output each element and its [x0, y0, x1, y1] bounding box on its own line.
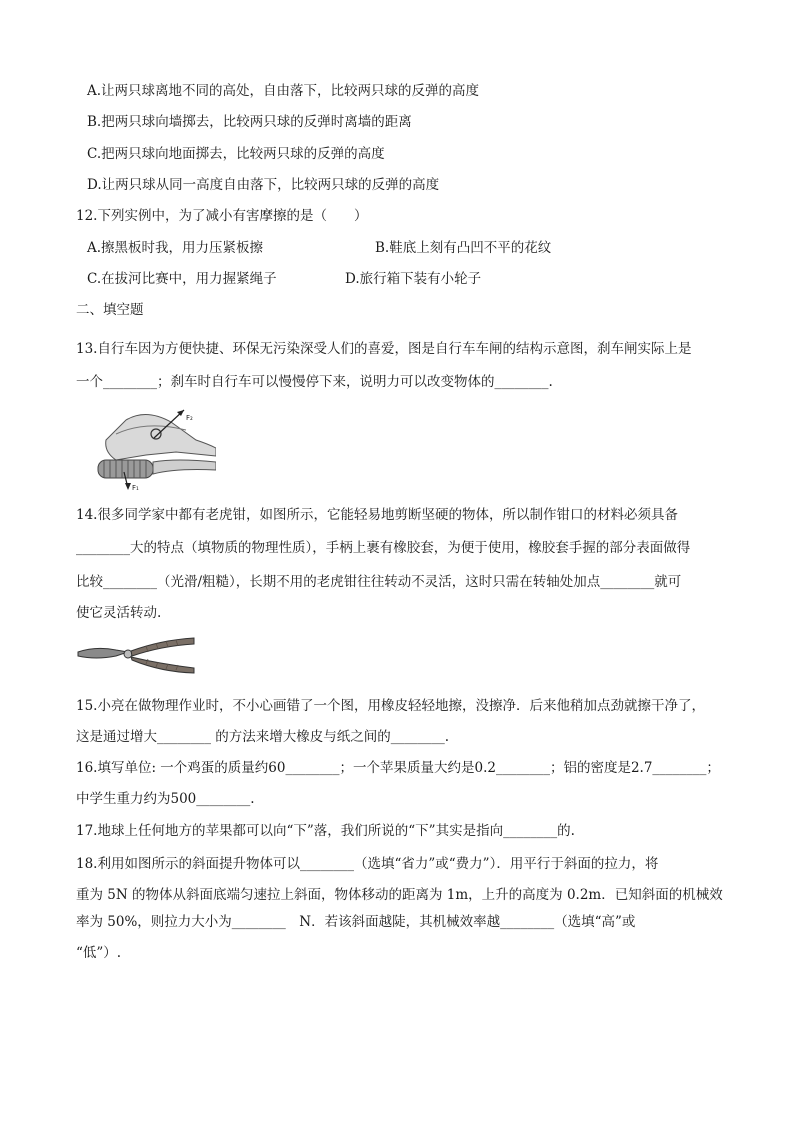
q18-line-2: 重为 5N 的物体从斜面底端匀速拉上斜面，物体移动的距离为 1m，上升的高度为 0.2m．已知斜面的机械效 [76, 887, 723, 903]
q18-line-3: 率为 50%，则拉力大小为________ N．若该斜面越陡，其机械效率越________（选填“高”或 [76, 914, 636, 930]
q17: 17.地球上任何地方的苹果都可以向“下”落，我们所说的“下”其实是指向________的. [76, 823, 575, 839]
q14-line-3: 比较________（光滑/粗糙），长期不用的老虎钳往往转动不灵活，这时只需在转轴处加点________就可 [76, 574, 682, 590]
q16-line-1: 16.填写单位: 一个鸡蛋的质量约60________；一个苹果质量大约是0.2________；铝的密度是2.7________； [76, 760, 720, 776]
q14-line-4: 使它灵活转动. [76, 605, 162, 621]
pliers-figure [76, 634, 196, 674]
q13-line-1: 13.自行车因为方便快捷、环保无污染深受人们的喜爱，图是自行车车闸的结构示意图，刹车闸实际上是 [76, 341, 692, 357]
q11-option-b: B.把两只球向墙掷去，比较两只球的反弹时离墙的距离 [87, 114, 412, 130]
q16-line-2: 中学生重力约为500________. [76, 791, 255, 807]
q15-line-1: 15.小亮在做物理作业时，不小心画错了一个图，用橡皮轻轻地擦，没擦净．后来他稍加点劲就擦干净了， [76, 698, 705, 714]
q15-line-2: 这是通过增大________ 的方法来增大橡皮与纸之间的________. [76, 729, 450, 745]
q14-line-1: 14.很多同学家中都有老虎钳，如图所示，它能轻易地剪断坚硬的物体，所以制作钳口的材料必须具备 [76, 507, 678, 523]
q12-option-c: C.在拔河比赛中，用力握紧绳子 [87, 271, 277, 287]
q13-line-2: 一个________；刹车时自行车可以慢慢停下来，说明力可以改变物体的________. [76, 374, 553, 390]
force-f1-label: F₁ [132, 484, 139, 492]
q12-option-b: B.鞋底上刻有凸凹不平的花纹 [375, 240, 552, 256]
q12-option-d: D.旅行箱下装有小轮子 [345, 271, 482, 287]
q11-option-d: D.让两只球从同一高度自由落下，比较两只球的反弹的高度 [87, 177, 440, 193]
q18-line-1: 18.利用如图所示的斜面提升物体可以________（选填“省力”或“费力”）．用平行于斜面的拉力，将 [76, 856, 659, 872]
q18-line-4: “低”）. [76, 945, 122, 961]
bicycle-brake-figure [76, 400, 216, 495]
q14-line-2: ________大的特点（填物质的物理性质），手柄上裹有橡胶套，为便于使用，橡胶套手握的部分表面做得 [76, 540, 691, 556]
q11-option-c: C.把两只球向地面掷去，比较两只球的反弹的高度 [87, 146, 385, 162]
force-f2-label: F₂ [186, 414, 193, 422]
q12-stem: 12.下列实例中，为了减小有害摩擦的是（ ） [76, 208, 368, 224]
section-heading-fill-in: 二、填空题 [76, 302, 144, 318]
q12-option-a: A.擦黑板时我，用力压紧板擦 [87, 240, 264, 256]
q11-option-a: A.让两只球离地不同的高处，自由落下，比较两只球的反弹的高度 [87, 83, 480, 99]
